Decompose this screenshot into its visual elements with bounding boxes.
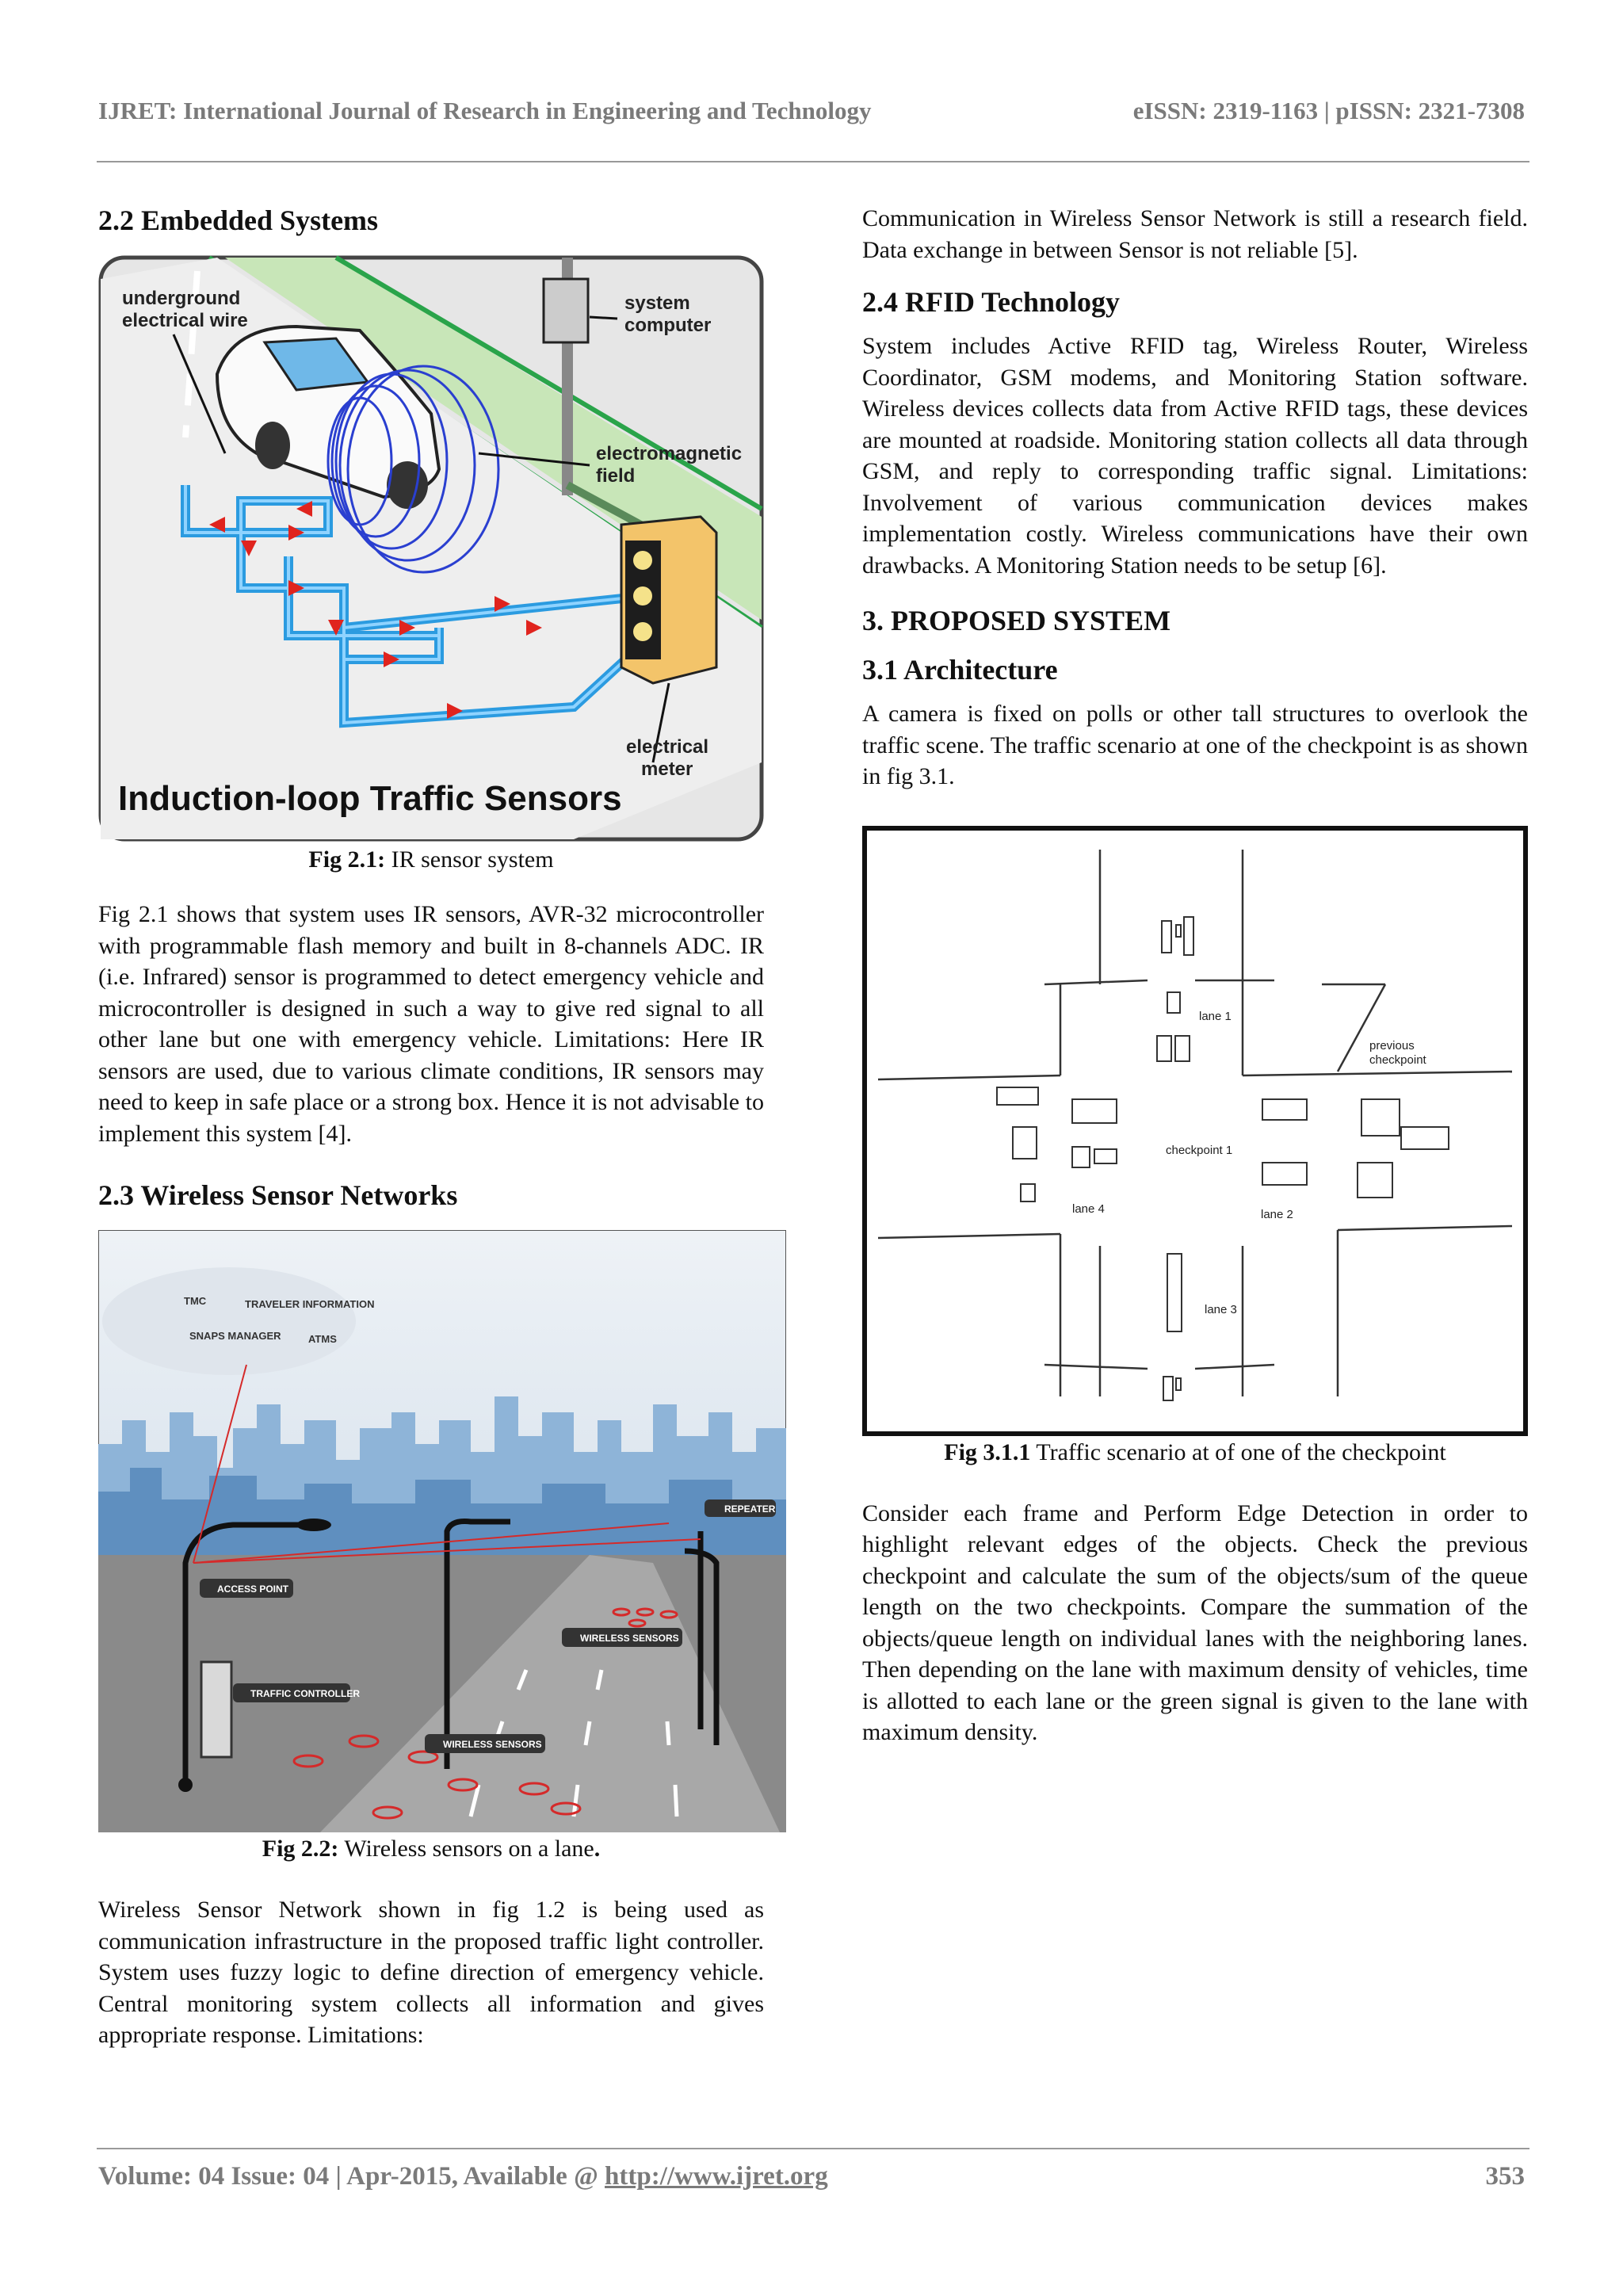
figure-3-1-1 [862,826,1528,1436]
paragraph-3-1: A camera is fixed on polls or other tall structures to overlook the traffic scene. The traffic scenario at one of the checkpoint is as shown in fig 3.1. [862,701,1528,789]
label-traveler-information: TRAVELER INFORMATION [245,1298,375,1310]
section-heading-2-2: 2.2 Embedded Systems [98,204,379,236]
label-access-point: ACCESS POINT [217,1584,289,1595]
paragraph-2-4: System includes Active RFID tag, Wireless Router, Wireless Coordinator, GSM modems, and Monitoring Station software. Wireless devices collects data from Active RFID tags, these devices are mounted at roadside. Monitoring station collects all data through GSM, and reply to corresponding traffic signal. Limitations: Involvement of various communication devices makes implementation costly. Wireless communications have their own drawbacks. A Monitoring Station needs to be setup [6]. [862,333,1528,579]
caption-text: IR sensor system [385,846,554,873]
label-checkpoint-1: checkpoint 1 [1166,1143,1233,1157]
label-field: field [596,465,636,487]
callout-wireless-sensors-2 [425,1734,545,1753]
label-snaps-manager: SNAPS MANAGER [189,1330,281,1342]
footer-link[interactable]: http://www.ijret.org [605,2162,828,2191]
label-lane-2: lane 2 [1261,1207,1293,1221]
running-header [98,97,1525,125]
traffic-controller-cabinet [201,1662,231,1757]
running-footer [98,2162,1525,2191]
label-previous: previous [1369,1038,1415,1052]
section-heading-3: 3. PROPOSED SYSTEM [862,605,1171,636]
label-checkpoint: checkpoint [1369,1052,1426,1067]
caption-label: Fig 3.1.1 [944,1438,1031,1465]
label-lane-3: lane 3 [1205,1302,1237,1316]
figure-2-2-caption [98,1834,764,1864]
label-system: system [624,292,690,314]
footer-rule [97,2148,1529,2149]
caption-label: Fig 2.2: [262,1836,339,1862]
section-heading-2-4: 2.4 RFID Technology [862,286,1121,318]
label-underground: underground [122,288,241,309]
page-number: 353 [1485,2162,1525,2191]
label-atms: ATMS [308,1333,337,1345]
label-traffic-controller: TRAFFIC CONTROLLER [250,1688,360,1699]
callout-wireless-sensors-1 [562,1628,682,1647]
label-electrical: electrical [626,736,709,758]
label-wireless-sensors: WIRELESS SENSORS [580,1633,679,1644]
caption-text: Traffic scenario at of one of the checkpoint [1030,1438,1446,1465]
footer-volume: Volume: 04 Issue: 04 | Apr-2015, Available @ [98,2162,605,2191]
callout-repeater [705,1499,776,1517]
label-lane-1: lane 1 [1199,1009,1232,1023]
system-computer-box [544,279,588,342]
callout-traffic-controller [233,1683,360,1702]
label-electromagnetic: electromagnetic [596,443,743,464]
issn: eISSN: 2319-1163 | pISSN: 2321-7308 [1132,97,1525,124]
figure-2-2 [98,1230,786,1832]
label-repeater: REPEATER [724,1503,776,1515]
label-electrical-wire: electrical wire [122,310,248,331]
callout-access-point [200,1579,293,1598]
label-wireless-sensors: WIRELESS SENSORS [443,1739,542,1750]
label-computer: computer [624,315,712,336]
right-column [862,203,1528,1748]
cloud [102,1267,356,1375]
paragraph-2-3: Wireless Sensor Network shown in fig 1.2 is being used as communication infrastructure in the proposed traffic light controller. System uses fuzzy logic to define direction of emergency vehicle. Central monitoring system collects all information and gives appropriate response. Limitations: [98,1897,764,2048]
caption-label: Fig 2.1: [308,846,386,873]
caption-end: . [594,1836,601,1862]
label-tmc: TMC [184,1295,207,1307]
journal-title: IJRET: International Journal of Research in Engineering and Technology [98,97,872,124]
figure-2-1-caption [98,845,764,875]
figure-banner: Induction-loop Traffic Sensors [118,779,622,818]
label-meter: meter [641,758,693,780]
figure-3-1-1-caption [862,1438,1528,1468]
caption-text: Wireless sensors on a lane [338,1836,594,1862]
section-heading-3-1: 3.1 Architecture [862,654,1058,686]
paragraph-3-1-continued: Consider each frame and Perform Edge Detection in order to highlight relevant edges of the objects. Check the previous checkpoint and calculate the sum of the objects/sum of the queue length on the two checkpoints. Compare the summation of the objects/queue length on individual lanes with the neighboring lanes. Then depending on the lane with maximum density of vehicles, time is allotted to each lane or the green signal is given to the lane with maximum density. [862,1499,1528,1745]
paragraph-2-2: Fig 2.1 shows that system uses IR sensors, AVR-32 microcontroller with programmable flash memory and built in 8-channels ADC. IR (i.e. Infrared) sensor is programmed to detect emergency vehicle and microcontroller is designed in such a way to give red signal to all other lane but one with emergency vehicle. Limitations: Here IR sensors are used, due to various climate conditions, IR sensors may need to keep in safe place or a strong box. Hence it is not advisable to implement this system [4]. [98,901,764,1147]
figure-2-1 [98,255,764,842]
paragraph-2-3-continued: Communication in Wireless Sensor Network is still a research field. Data exchange in between Sensor is not reliable [5]. [862,205,1528,263]
header-rule [97,161,1529,162]
label-lane-4: lane 4 [1072,1201,1105,1216]
section-heading-2-3: 2.3 Wireless Sensor Networks [98,1179,458,1211]
left-column [98,203,776,2051]
